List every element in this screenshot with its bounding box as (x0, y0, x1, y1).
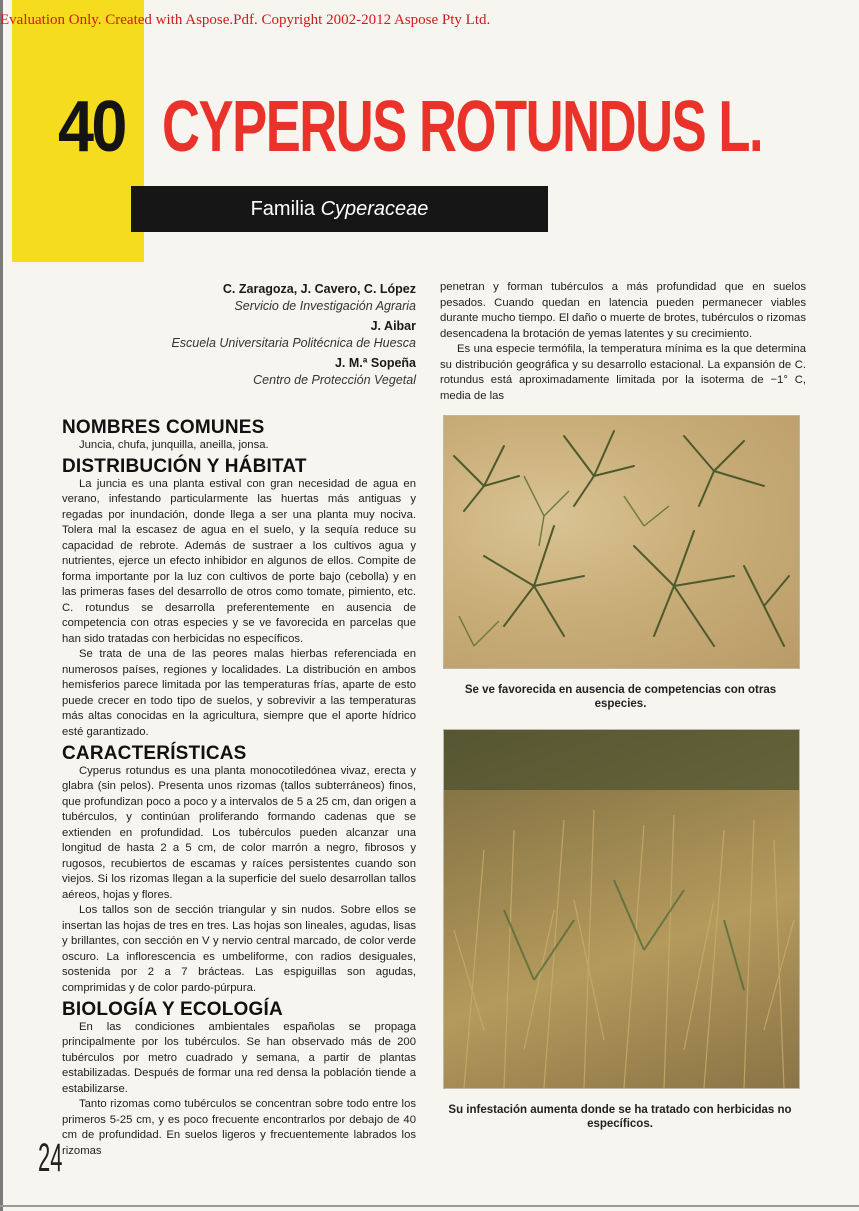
dense-infestation-illustration (444, 730, 799, 1088)
paragraph: penetran y forman tubérculos a más profundidad que en suelos pesados. Cuando quedan en latencia pueden permanecer viables durante mucho tiempo. El daño o muerte de brotes, tubérculos o rizomas desencadena la brotación de yemas latentes y su crecimiento. (440, 281, 806, 340)
author-name: J. M.ª Sopeña (334, 356, 416, 370)
paragraph: La juncia es una planta estival con gran necesidad de agua en verano, infestando particularmente las huertas más antiguas y regadas por inundación, donde llega a ser una planta muy nociva. Tolera mal la escasez de agua en el suelo, y la sequía reduce su capacidad de rebrote. Además de sustraer a los cultivos agua y nutrientes, ejerce un efecto inhibidor en algunos de ellos. Compite de forma importante por la luz con cultivos de porte bajo (cebolla) y en las primeras fases del desarrollo de otros como tomate, pimiento, etc. C. rotundus se desarrolla preferentemente en ausencia de competencia con otras especies y se ve favorecida en parcelas que han sido tratadas con herbicidas no específicos. (62, 477, 416, 645)
field-photo-sedges (443, 415, 800, 669)
page-edge (0, 0, 3, 1211)
paragraph: Cyperus rotundus es una planta monocotiledónea vivaz, erecta y glabra (sin pelos). Presenta unos rizomas (tallos subterráneos) finos, que profundizan poco a poco y a intervalos de 5 a 25 cm, dan origen a tubérculos, y continúan proliferando formando cadenas que se extienden en profundidad. Los tubérculos pueden alcanzar una longitud de hasta 2 a 5 cm, de color marrón a negro, fibrosos y rugosos, recubiertos de escamas y raíces persistentes cuando son viejos. Si los rizomas llegan a la superficie del suelo desarrollan tallos aéreos, hojas y flores. (62, 764, 416, 901)
paragraph: Es una especie termófila, la temperatura mínima es la que determina su distribución geográfica y su desarrollo estacional. La expansión de C. rotundus está aproximadamente limitada por la isoterma de −1° C, media de las (440, 343, 806, 402)
right-column-text (440, 280, 806, 404)
photo-caption: Se ve favorecida en ausencia de competencias con otras especies. (464, 684, 777, 710)
authors-block (150, 281, 416, 388)
paragraph: Se trata de una de las peores malas hierbas referenciada en numerosos países, regiones y localidades. La distribución en ambos hemisferios parece limitada por las temperaturas frías, aparte de esto puede crecer en todo tipo de suelos, y sobrevivir a las temperaturas más altas conocidas en la agricultura, siempre que el aporte hídrico esté garantizado. (62, 648, 416, 738)
species-title: CYPERUS ROTUNDUS L. (162, 87, 763, 167)
author-name: J. Aibar (370, 319, 416, 333)
author-institution: Escuela Universitaria Politécnica de Huesca (171, 335, 416, 350)
sedge-clumps-illustration (444, 416, 799, 668)
family-banner (131, 186, 548, 232)
section-heading: BIOLOGÍA Y ECOLOGÍA (62, 999, 283, 1020)
photo-caption: Su infestación aumenta donde se ha tratado con herbicidas no específicos. (448, 1104, 792, 1130)
author-institution: Servicio de Investigación Agraria (234, 298, 416, 313)
section-heading: NOMBRES COMUNES (62, 417, 265, 438)
paragraph: Tanto rizomas como tubérculos se concentran sobre todo entre los primeros 5-25 cm, y es poco frecuente encontrarlos por debajo de 40 cm de profundidad. En suelos ligeros y frecuentemente labrados los rizomas (62, 1098, 416, 1157)
chapter-number: 40 (58, 87, 125, 167)
paragraph: En las condiciones ambientales españolas se propaga principalmente por los tubérculos. Se han observado más de 200 tubérculos por metro cuadrado y semana, a partir de plantas estabilizadas. Después de formar una red densa la población tiende a estabilizarse. (62, 1020, 416, 1095)
page-number: 24 (38, 1136, 63, 1180)
field-photo-infestation (443, 729, 800, 1089)
family-name: Cyperaceae (320, 198, 429, 220)
section-heading: CARACTERÍSTICAS (62, 743, 247, 764)
family-label: Familia (250, 198, 316, 220)
section-heading: DISTRIBUCIÓN Y HÁBITAT (62, 456, 307, 477)
left-column (62, 414, 416, 1159)
author-name: C. Zaragoza, J. Cavero, C. López (222, 282, 416, 296)
paragraph: Juncia, chufa, junquilla, aneilla, jonsa. (79, 438, 269, 451)
paragraph: Los tallos son de sección triangular y sin nudos. Sobre ellos se insertan las hojas de tres en tres. Las hojas son lineales, agudas, lisas y brillantes, con sección en V y nervio central marcado, de color verde oscuro. La inflorescencia es umbeliforme, con radios desiguales, sostenida por 2 a 7 brácteas. Las espiguillas son agudas, comprimidas y de color pardo-púrpura. (62, 904, 416, 994)
evaluation-watermark: Evaluation Only. Created with Aspose.Pdf. Copyright 2002-2012 Aspose Pty Ltd. (0, 12, 491, 28)
page-bottom-rule (0, 1205, 859, 1207)
author-institution: Centro de Protección Vegetal (253, 372, 416, 387)
